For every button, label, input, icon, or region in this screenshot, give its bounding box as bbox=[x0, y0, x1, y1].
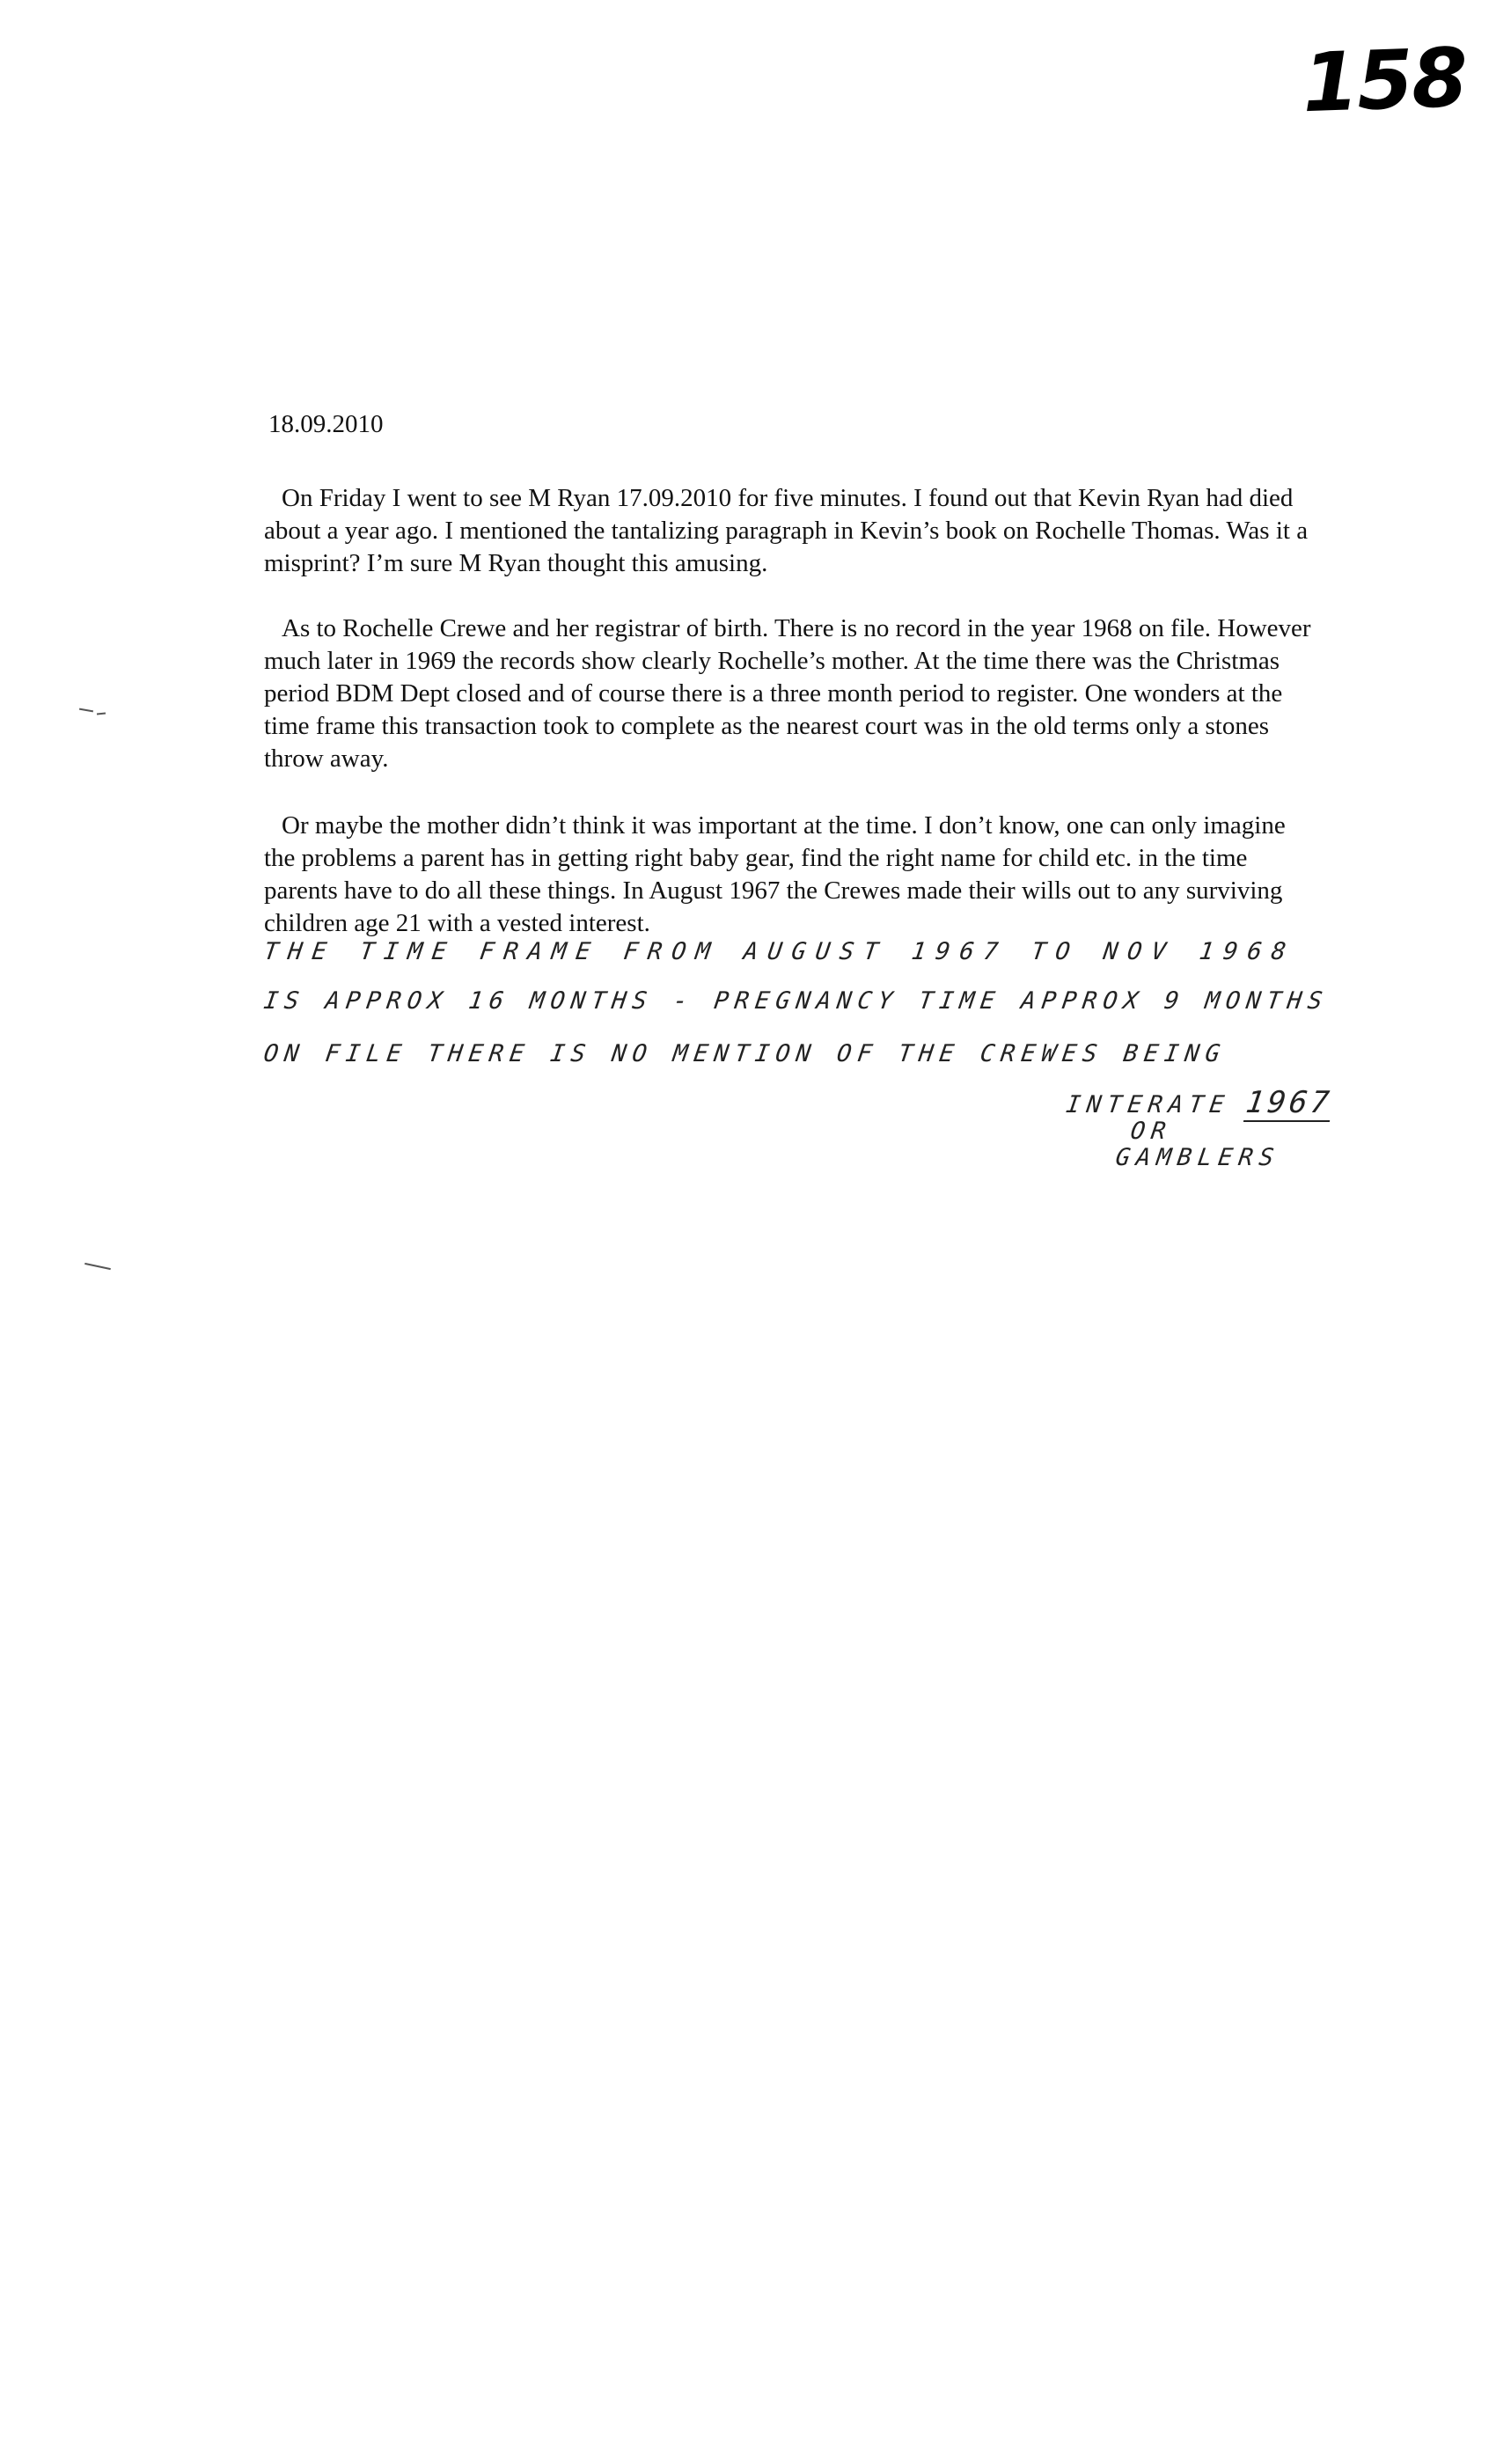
document-date: 18.09.2010 bbox=[268, 410, 384, 438]
handwritten-note-line-2: IS APPROX 16 MONTHS - PREGNANCY TIME APPROX 9 MONTHS bbox=[261, 987, 1331, 1015]
paragraph-2: As to Rochelle Crewe and her registrar of birth. There is no record in the year 1968 on file. However much later in 1969 the records show clearly Rochelle’s mother. At the time there was the Christmas period BDM Dept closed and of course there is a three month period to register. One wonders at the time frame this transaction took to complete as the nearest court was in the old terms only a stones throw away. bbox=[264, 614, 1311, 773]
handwritten-note-line-6: GAMBLERS bbox=[1113, 1144, 1282, 1171]
handwritten-note-word: INTERATE bbox=[1064, 1091, 1232, 1118]
page-number: 158 bbox=[1301, 30, 1468, 131]
margin-mark bbox=[79, 708, 93, 713]
margin-mark bbox=[97, 712, 106, 715]
margin-mark bbox=[84, 1263, 111, 1270]
paragraph-1: On Friday I went to see M Ryan 17.09.2010 for five minutes. I found out that Kevin Ryan had died about a year ago. I mentioned the tantalizing paragraph in Kevin’s book on Rochelle Thomas. Was it a misprint? I’m sure M Ryan thought this amusing. bbox=[264, 484, 1309, 577]
handwritten-note-line-4 bbox=[1064, 1085, 1335, 1120]
handwritten-note-line-3: ON FILE THERE IS NO MENTION OF THE CREWES BEING bbox=[261, 1040, 1228, 1067]
handwritten-note-line-1: THE TIME FRAME FROM AUGUST 1967 TO NOV 1968 bbox=[261, 938, 1298, 965]
paragraph-3: Or maybe the mother didn’t think it was important at the time. I don’t know, one can only imagine the problems a parent has in getting right baby gear, find the right name for child etc. in the time parents have to do all these things. In August 1967 the Crewes made their wills out to any surviving children age 21 with a vested interest. bbox=[264, 811, 1286, 937]
handwritten-note-line-5: OR bbox=[1128, 1118, 1174, 1145]
handwritten-note-year: 1967 bbox=[1243, 1085, 1335, 1120]
